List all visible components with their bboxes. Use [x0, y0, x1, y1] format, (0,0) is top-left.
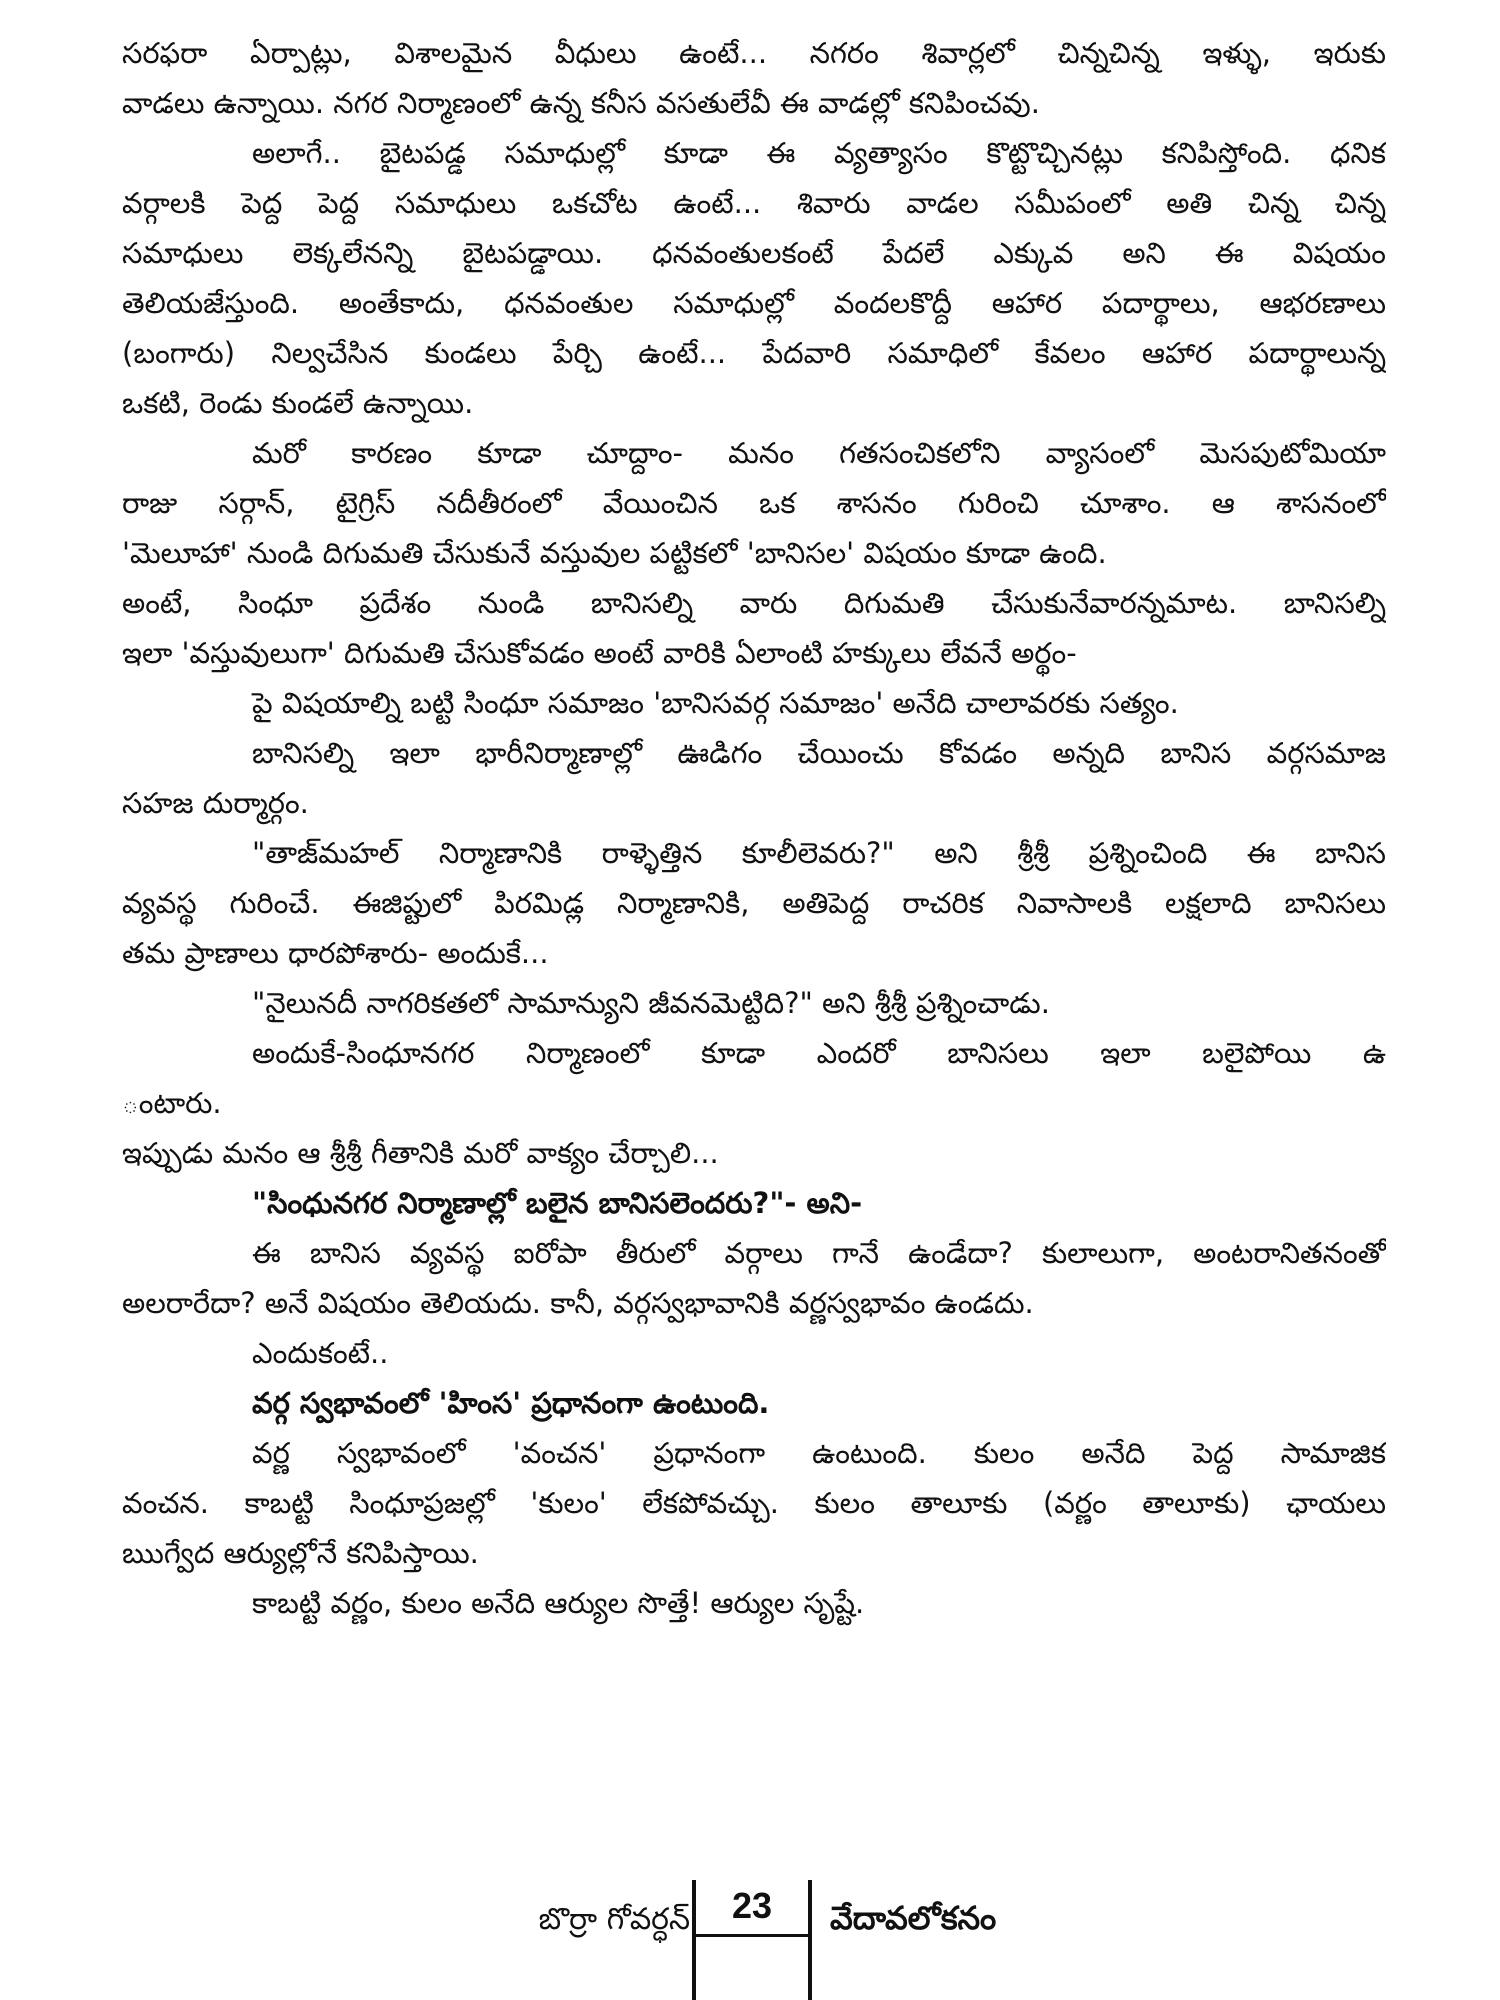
text-line: సహజ దుర్మార్గం.: [122, 786, 309, 820]
text-line: అంటే, సింధూ ప్రదేశం నుండి బానిసల్ని వారు దిగుమతి చేసుకునేవారన్నమాట. బానిసల్ని: [122, 586, 1386, 620]
text-line: తమ ప్రాణాలు ధారపోశారు- అందుకే...: [122, 936, 549, 970]
text-line: వంచన. కాబట్టి సింధూప్రజల్లో 'కులం' లేకపోవచ్చు. కులం తాలూకు (వర్ణం తాలూకు) ఛాయలు: [122, 1486, 1386, 1520]
page-footer: [0, 1880, 1500, 2000]
text-line: కాబట్టి వర్ణం, కులం అనేది ఆర్యుల సొత్తే! ఆర్యుల సృష్టే.: [252, 1586, 865, 1620]
page-number: 23: [731, 1885, 773, 1926]
text-line: ంటారు.: [122, 1086, 222, 1120]
text-line: వ్యవస్థ గురించే. ఈజిప్టులో పిరమిడ్ల నిర్మాణానికి, అతిపెద్ద రాచరిక నివాసాలకి లక్షలాది బానిసలు: [122, 886, 1386, 920]
page-number-box: [692, 1880, 812, 2000]
text-line: 'మెలూహా' నుండి దిగుమతి చేసుకునే వస్తువుల పట్టికలో 'బానిసల' విషయం కూడా ఉంది.: [122, 536, 1107, 570]
page-number-rule: [696, 1934, 808, 1937]
text-line: వాడలు ఉన్నాయి. నగర నిర్మాణంలో ఉన్న కనీస వసతులేవీ ఈ వాడల్లో కనిపించవు.: [122, 86, 1040, 120]
text-line: సమాధులు లెక్కలేనన్ని బైటపడ్డాయి. ధనవంతులకంటే పేదలే ఎక్కువ అని ఈ విషయం: [122, 236, 1386, 270]
text-line: (బంగారు) నిల్వచేసిన కుండలు పేర్చి ఉంటే... పేదవారి సమాధిలో కేవలం ఆహార పదార్థాలున్న: [122, 336, 1386, 370]
text-line: వర్ణ స్వభావంలో 'వంచన' ప్రధానంగా ఉంటుంది. కులం అనేది పెద్ద సామాజిక: [252, 1436, 1386, 1470]
document-body: [122, 28, 1386, 1628]
text-line: "నైలునదీ నాగరికతలో సామాన్యుని జీవనమెట్టిది?" అని శ్రీశ్రీ ప్రశ్నించాడు.: [252, 986, 1050, 1020]
text-line: సరఫరా ఏర్పాట్లు, విశాలమైన వీధులు ఉంటే... నగరం శివార్లలో చిన్నచిన్న ఇళ్ళు, ఇరుకు: [122, 36, 1386, 70]
text-line: ఈ బానిస వ్యవస్థ ఐరోపా తీరులో వర్గాలు గానే ఉండేదా? కులాలుగా, అంటరానితనంతో: [252, 1236, 1386, 1270]
text-line: బానిసల్ని ఇలా భారీనిర్మాణాల్లో ఊడిగం చేయించు కోవడం అన్నది బానిస వర్గసమాజ: [252, 736, 1386, 770]
text-line: రాజు సర్గాన్, టైగ్రిస్ నదీతీరంలో వేయించిన ఒక శాసనం గురించి చూశాం. ఆ శాసనంలో: [122, 486, 1386, 520]
footer-book-title: వేదావలోకనం: [830, 1899, 997, 1937]
text-line: పై విషయాల్ని బట్టి సింధూ సమాజం 'బానిసవర్గ సమాజం' అనేది చాలావరకు సత్యం.: [252, 686, 1179, 720]
text-line: వర్గాలకి పెద్ద పెద్ద సమాధులు ఒకచోట ఉంటే... శివారు వాడల సమీపంలో అతి చిన్న చిన్న: [122, 186, 1386, 220]
text-line: ఇలా 'వస్తువులుగా' దిగుమతి చేసుకోవడం అంటే వారికి ఏలాంటి హక్కులు లేవనే అర్థం-: [122, 636, 1077, 670]
text-line: ఋగ్వేద ఆర్యుల్లోనే కనిపిస్తాయి.: [122, 1536, 479, 1570]
text-line: ఒకటి, రెండు కుండలే ఉన్నాయి.: [122, 386, 474, 420]
text-line: తెలియజేస్తుంది. అంతేకాదు, ధనవంతుల సమాధుల్లో వందలకొద్దీ ఆహార పదార్థాలు, ఆభరణాలు: [122, 286, 1386, 320]
text-line: అలరారేదా? అనే విషయం తెలియదు. కానీ, వర్గస్వభావానికి వర్ణస్వభావం ఉండదు.: [122, 1286, 1034, 1320]
text-line: మరో కారణం కూడా చూద్దాం- మనం గతసంచికలోని వ్యాసంలో మెసపుటోమియా: [252, 436, 1386, 470]
text-line: "తాజ్‌మహల్ నిర్మాణానికి రాళ్ళెత్తిన కూలీలెవరు?" అని శ్రీశ్రీ ప్రశ్నించింది ఈ బానిస: [252, 836, 1386, 870]
text-line: "సింధునగర నిర్మాణాల్లో బలైన బానిసలెందరు?"- అని-: [252, 1186, 863, 1220]
text-line: ఇప్పుడు మనం ఆ శ్రీశ్రీ గీతానికి మరో వాక్యం చేర్చాలి...: [122, 1136, 719, 1170]
text-line: వర్గ స్వభావంలో 'హింస' ప్రధానంగా ఉంటుంది.: [252, 1386, 770, 1420]
text-line: ఎందుకంటే..: [252, 1336, 389, 1370]
text-line: అలాగే.. బైటపడ్డ సమాధుల్లో కూడా ఈ వ్యత్యాసం కొట్టొచ్చినట్లు కనిపిస్తోంది. ధనిక: [252, 136, 1386, 170]
footer-author: బొర్రా గోవర్ధన్: [538, 1902, 690, 1937]
text-line: అందుకే-సింధూనగర నిర్మాణంలో కూడా ఎందరో బానిసలు ఇలా బలైపోయి ఉ: [252, 1036, 1386, 1070]
